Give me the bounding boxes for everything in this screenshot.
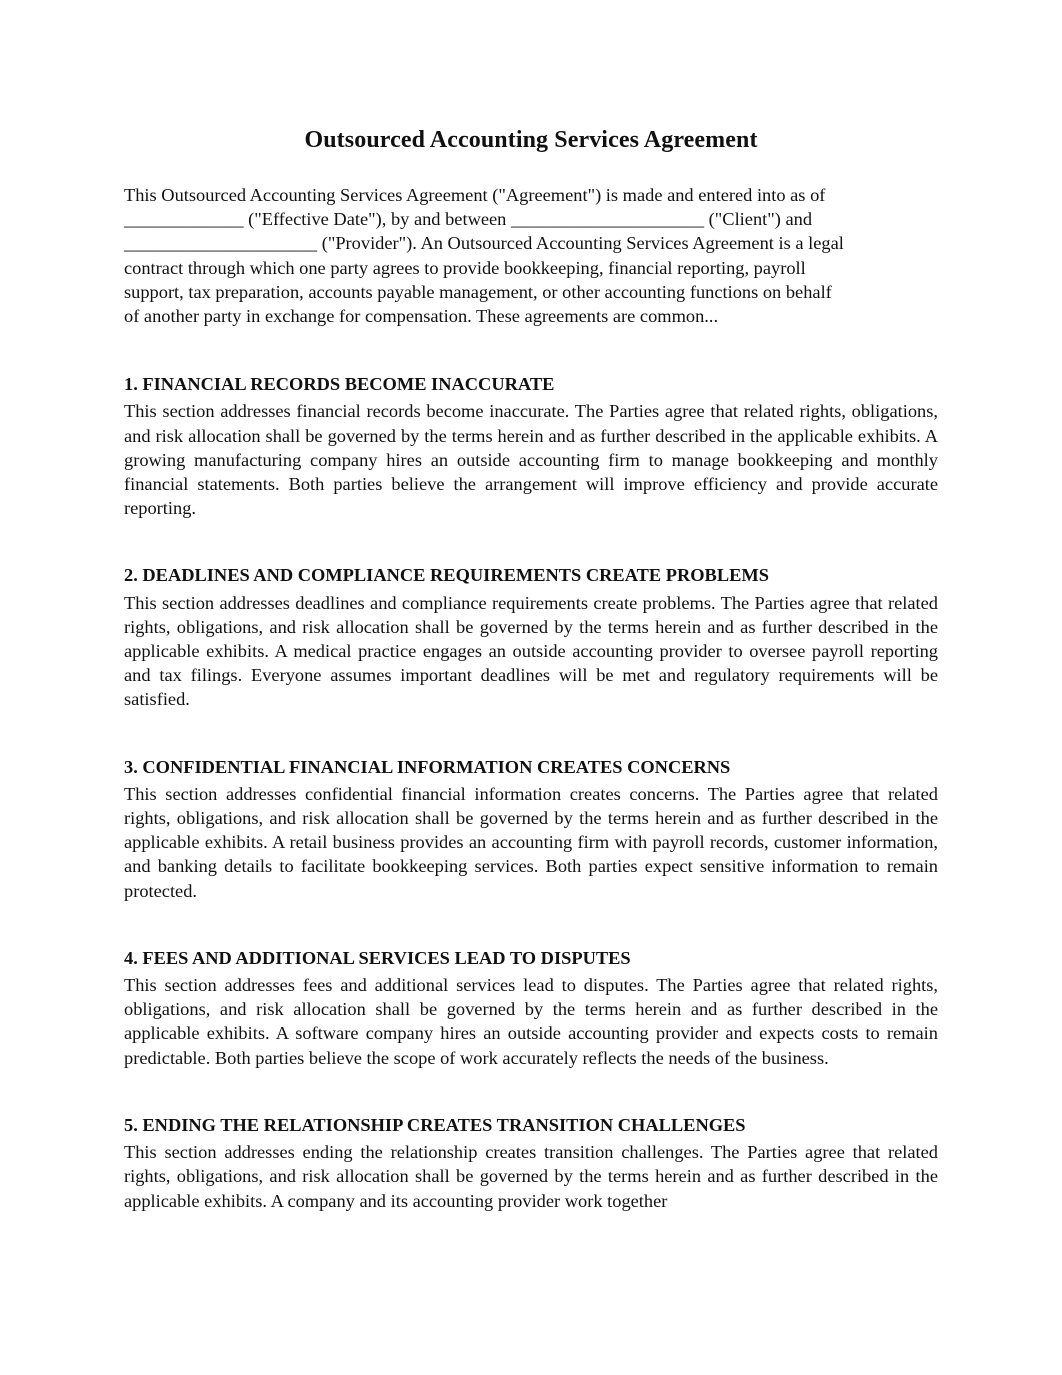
- section-body: This section addresses confidential financial information creates concerns. The Parties agree that related rights, obligations, and risk allocation shall be governed by the terms herein and as further described in the applicable exhibits. A retail business provides an accounting firm with payroll records, customer information, and banking details to facilitate bookkeeping services. Both parties expect sensitive information to remain protected.: [124, 783, 938, 901]
- section-heading: 4. FEES AND ADDITIONAL SERVICES LEAD TO DISPUTES: [124, 947, 631, 968]
- intro-line: _____________________ ("Provider"). An Outsourced Accounting Services Agreement is a legal: [124, 233, 844, 254]
- section-body: This section addresses ending the relationship creates transition challenges. The Parties agree that related rights, obligations, and risk allocation shall be governed by the terms herein and as further described in the applicable exhibits. A company and its accounting provider work together: [124, 1142, 938, 1211]
- section-heading: 3. CONFIDENTIAL FINANCIAL INFORMATION CREATES CONCERNS: [124, 756, 731, 777]
- intro-line: _____________ ("Effective Date"), by and between _____________________ ("Client") and: [124, 209, 813, 230]
- document-page: [124, 124, 938, 1256]
- section-heading: 2. DEADLINES AND COMPLIANCE REQUIREMENTS CREATE PROBLEMS: [124, 565, 769, 586]
- section-1: [124, 372, 938, 520]
- intro-line: support, tax preparation, accounts payable management, or other accounting functions on behalf: [124, 281, 832, 302]
- intro-line: This Outsourced Accounting Services Agreement ("Agreement") is made and entered into as of: [124, 185, 826, 205]
- section-heading: 1. FINANCIAL RECORDS BECOME INACCURATE: [124, 374, 555, 395]
- section-5: [124, 1113, 938, 1213]
- section-4: [124, 946, 938, 1070]
- section-body: This section addresses financial records become inaccurate. The Parties agree that related rights, obligations, and risk allocation shall be governed by the terms herein and as further described in the applicable exhibits. A growing manufacturing company hires an outside accounting firm to manage bookkeeping and monthly financial statements. Both parties believe the arrangement will improve efficiency and provide accurate reporting.: [124, 401, 938, 519]
- intro-line: of another party in exchange for compensation. These agreements are common...: [124, 306, 719, 327]
- section-body: This section addresses deadlines and compliance requirements create problems. The Parties agree that related rights, obligations, and risk allocation shall be governed by the terms herein and as further described in the applicable exhibits. A medical practice engages an outside accounting provider to oversee payroll reporting and tax filings. Everyone assumes important deadlines will be met and regulatory requirements will be satisfied.: [124, 592, 938, 710]
- document-title: Outsourced Accounting Services Agreement: [304, 127, 758, 153]
- section-heading: 5. ENDING THE RELATIONSHIP CREATES TRANSITION CHALLENGES: [124, 1114, 746, 1135]
- section-body: This section addresses fees and additional services lead to disputes. The Parties agree that related rights, obligations, and risk allocation shall be governed by the terms herein and as further described in the applicable exhibits. A software company hires an outside accounting provider and expects costs to remain predictable. Both parties believe the scope of work accurately reflects the needs of the business.: [124, 975, 938, 1068]
- section-2: [124, 563, 938, 711]
- intro-paragraph: [124, 183, 938, 328]
- section-3: [124, 755, 938, 903]
- intro-line: contract through which one party agrees to provide bookkeeping, financial reporting, payroll: [124, 257, 806, 278]
